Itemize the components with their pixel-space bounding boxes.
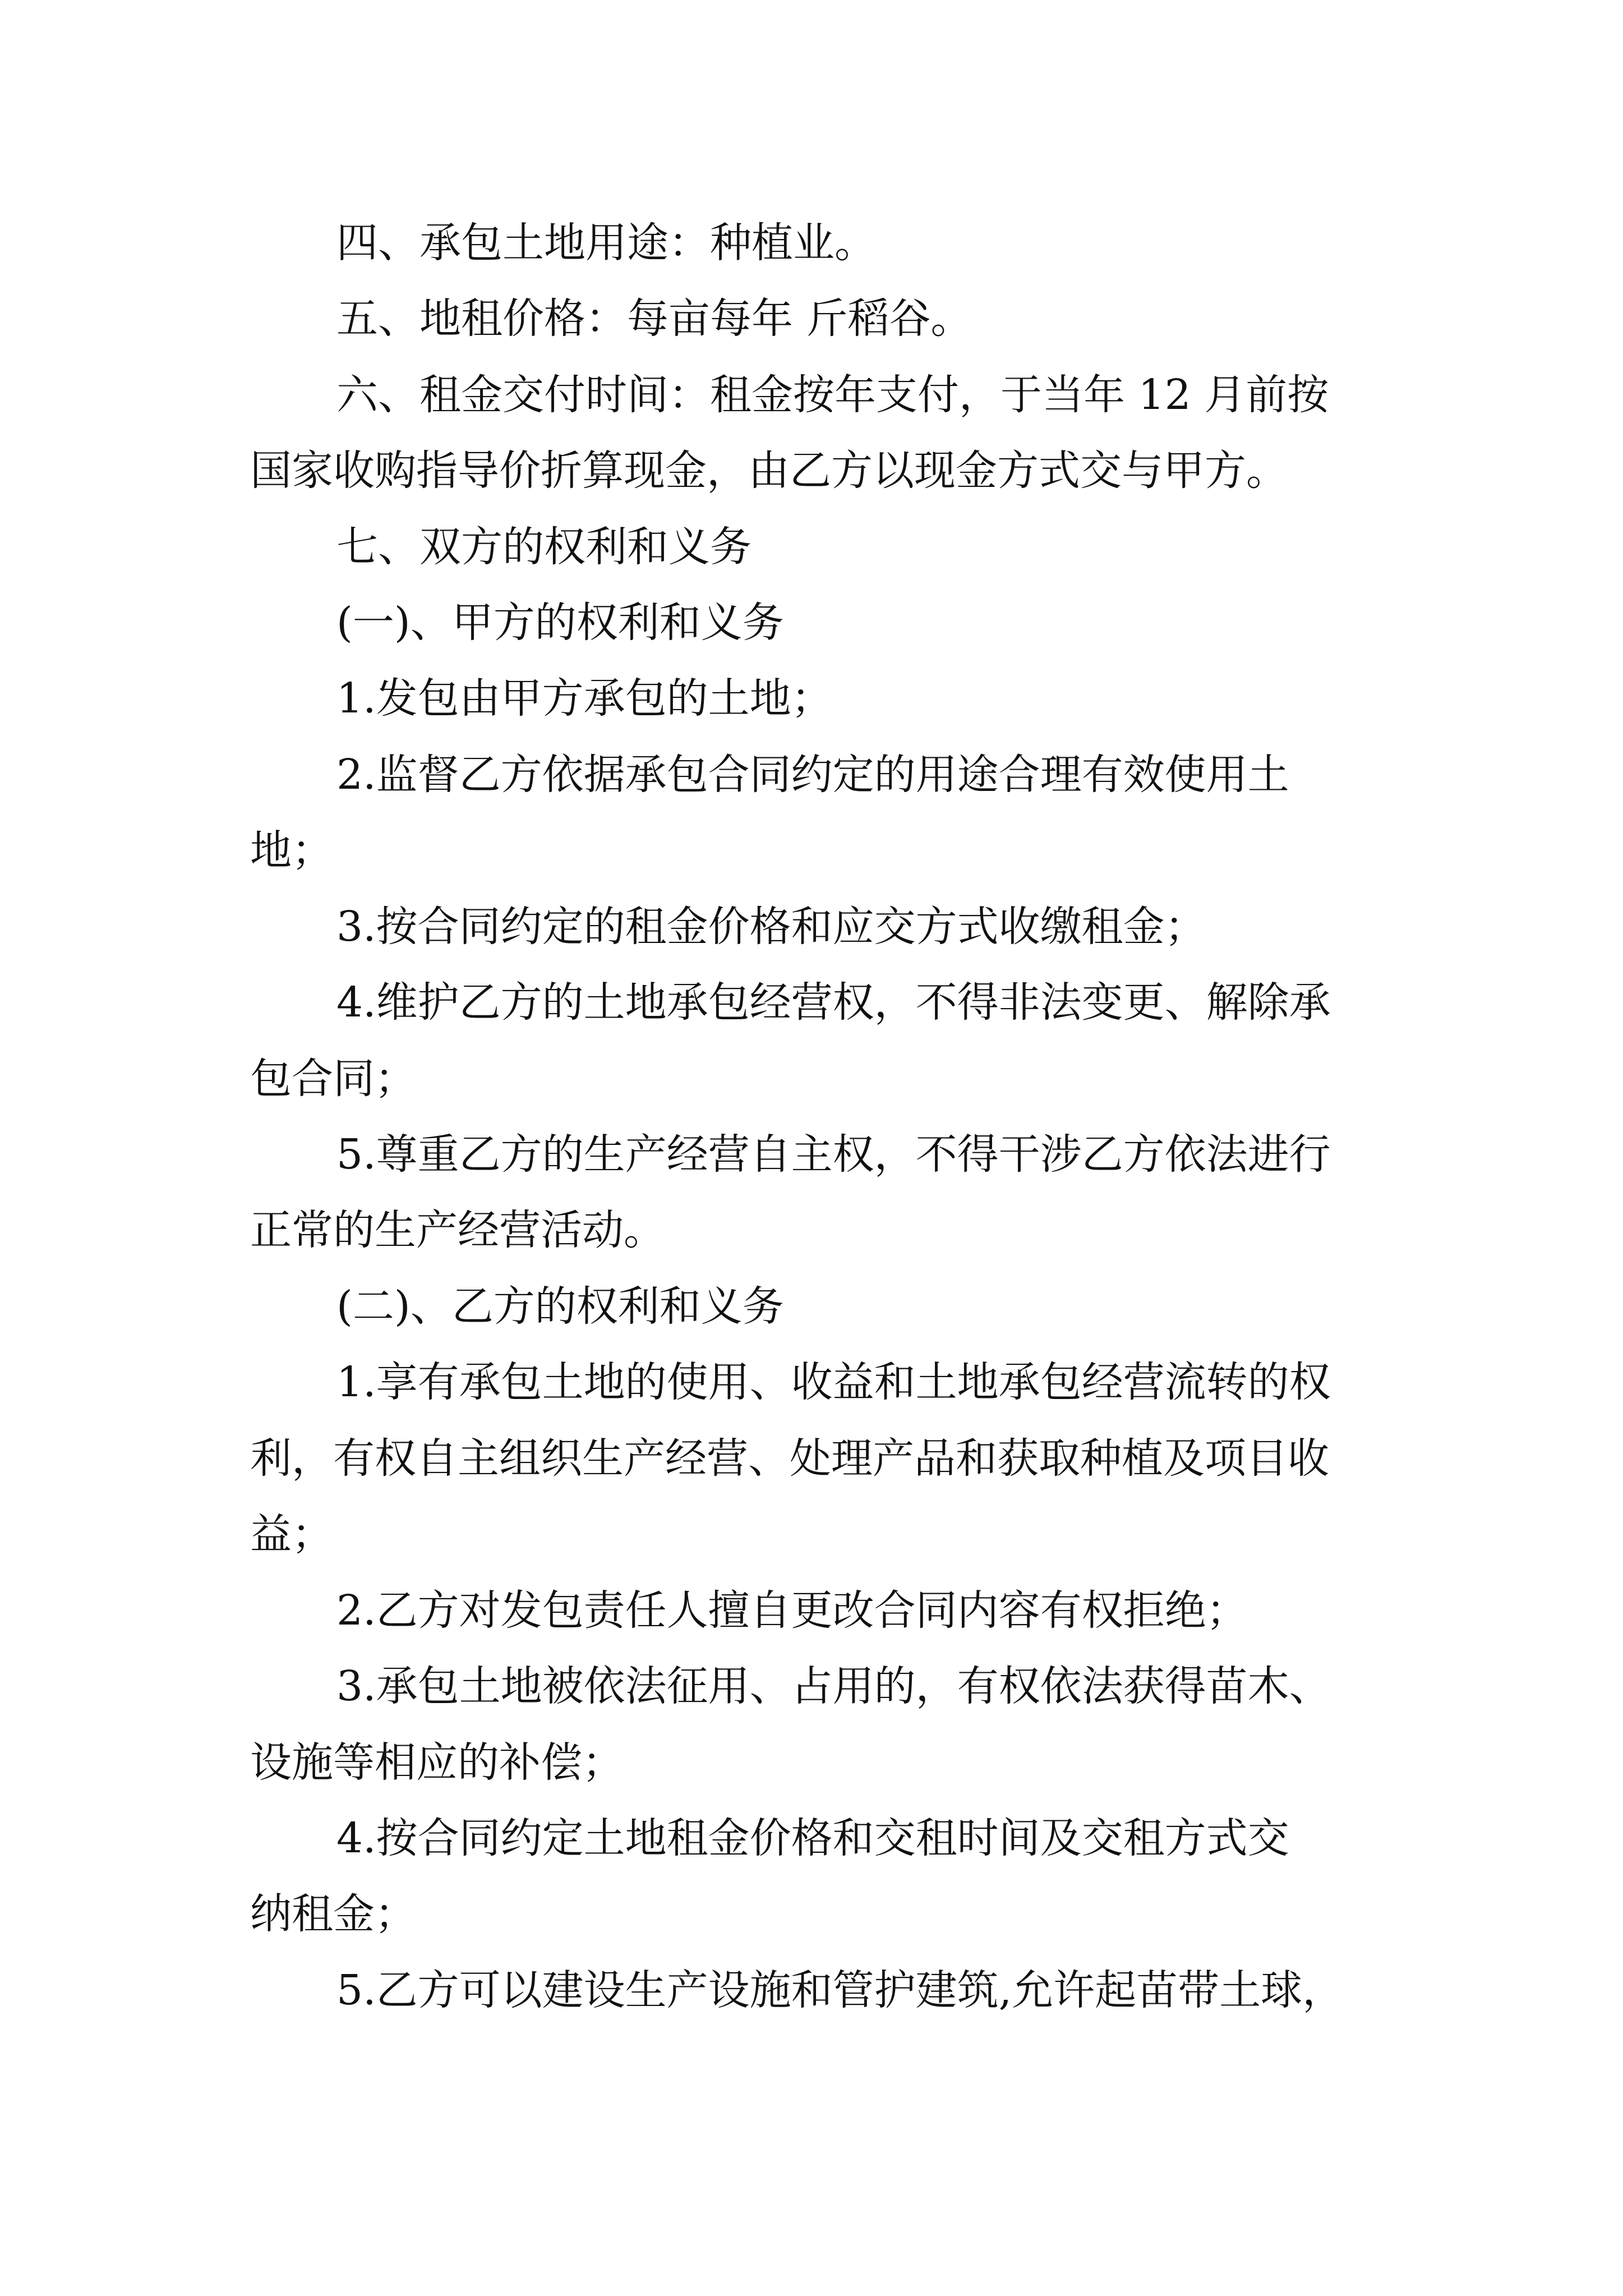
party-a-item-2: 2.监督乙方依据承包合同约定的用途合理有效使用土 [336,751,1289,799]
party-a-heading: (一)、甲方的权利和义务 [336,599,784,647]
clause-4-land-use: 四、承包土地用途：种植业。 [336,219,876,267]
party-b-item-2: 2.乙方对发包责任人擅自更改合同内容有权拒绝； [336,1586,1248,1635]
party-b-item-3: 3.承包土地被依法征用、占用的，有权依法获得苗木、 [336,1662,1331,1710]
party-a-item-5-continued: 正常的生产经营活动。 [250,1206,665,1254]
party-a-item-4-continued: 包合同； [250,1055,416,1103]
clause-6-payment-time: 六、租金交付时间：租金按年支付，于当年 12 月前按 [336,371,1329,419]
clause-6-continued: 国家收购指导价折算现金，由乙方以现金方式交与甲方。 [250,447,1288,495]
party-a-item-5: 5.尊重乙方的生产经营自主权，不得干涉乙方依法进行 [336,1130,1331,1179]
party-a-item-4: 4.维护乙方的土地承包经营权，不得非法变更、解除承 [336,978,1331,1027]
clause-7-heading: 七、双方的权利和义务 [336,523,751,571]
party-b-item-4: 4.按合同约定土地租金价格和交租时间及交租方式交 [336,1814,1289,1862]
clause-5-rent-price: 五、地租价格：每亩每年 斤稻谷。 [336,295,972,343]
party-b-item-5: 5.乙方可以建设生产设施和管护建筑,允许起苗带土球， [336,1966,1344,2014]
party-b-item-3-continued: 设施等相应的补偿； [250,1738,624,1787]
party-a-item-1: 1.发包由甲方承包的土地； [336,674,833,723]
party-a-item-3: 3.按合同约定的租金价格和应交方式收缴租金； [336,903,1206,951]
party-b-item-1-continued-2: 益； [250,1510,333,1558]
party-b-heading: (二)、乙方的权利和义务 [336,1282,784,1331]
party-b-item-1: 1.享有承包土地的使用、收益和土地承包经营流转的权 [336,1358,1331,1406]
party-b-item-1-continued-1: 利，有权自主组织生产经营、处理产品和获取种植及项目收 [250,1434,1329,1483]
party-a-item-2-continued: 地； [250,826,333,875]
party-b-item-4-continued: 纳租金； [250,1890,416,1938]
